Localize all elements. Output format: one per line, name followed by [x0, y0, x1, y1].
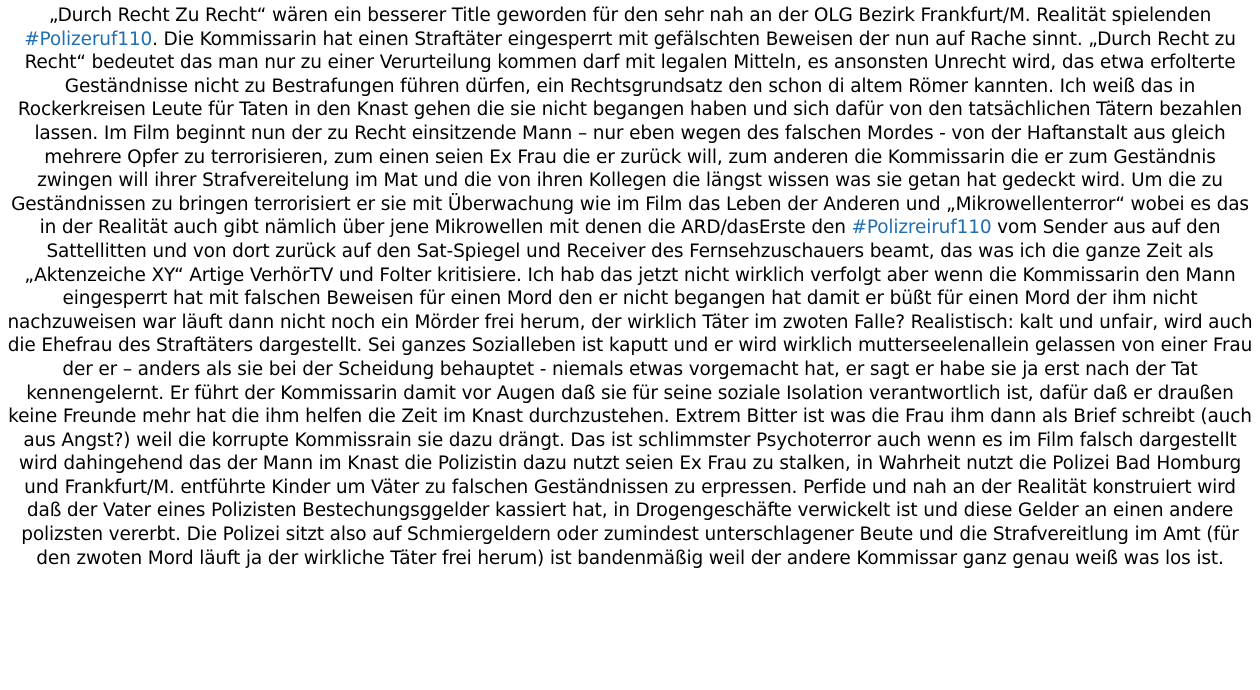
- hashtag-link-polizreiruf110[interactable]: #Polizreiruf110: [851, 217, 992, 239]
- text-segment-3: vom Sender aus auf den Sattellitten und von dort zurück auf den Sat-Spiegel und Receiver des Fernsehzuschauers beamt, das was ich die ganze Zeit als „Aktenzeiche XY“ Artige VerhörTV und Folter kritisiere. Ich hab das jetzt nicht wirklich verfolgt aber wenn die Kommissarin den Mann eingesperrt hat mit falschen Beweisen für einen Mord den er nicht begangen hat damit er büßt für einen Mord der ihm nicht nachzuweisen war läuft dann nicht noch ein Mörder frei herum, der wirklich Täter im zwoten Falle? Realistisch: kalt und unfair, wird auch die Ehefrau des Straftäters dargestellt. Sei ganzes Sozialleben ist kaputt und er wird wirklich mutterseelenallein gelassen von einer Frau der er – anders als sie bei der Scheidung behauptet - niemals etwas vorgemacht hat, er sagt er habe sie ja erst nach der Tat kennengelernt. Er führt der Kommissarin damit vor Augen daß sie für seine soziale Isolation verantwortlich ist, dafür daß er draußen keine Freunde mehr hat die ihm helfen die Zeit im Knast durchzustehen. Extrem Bitter ist was die Frau ihm dann als Brief schreibt (auch aus Angst?) weil die korrupte Kommissrain sie dazu drängt. Das ist schlimmster Psychoterror auch wenn es im Film falsch dargestellt wird dahingehend das der Mann im Knast die Polizistin dazu nutzt seien Ex Frau zu stalken, in Wahrheit nutzt die Polizei Bad Homburg und Frankfurt/M. entführte Kinder um Väter zu falschen Geständnissen zu erpressen. Perfide und nah an der Realität konstruiert wird daß der Vater eines Polizisten Bestechungsggelder kassiert hat, in Drogengeschäfte verwickelt ist und diese Gelder an einen andere polizsten vererbt. Die Polizei sitzt also auf Schmiergeldern oder zumindest unterschlagener Beute und die Strafvereitlung im Amt (für den zwoten Mord läuft ja der wirkliche Täter frei herum) ist bandenmäßig weil der andere Kommissar ganz genau weiß was los ist.: [7, 217, 1253, 569]
- text-segment-2: . Die Kommissarin hat einen Straftäter eingesperrt mit gefälschten Beweisen der nun auf Rache sinnt. „Durch Recht zu Recht“ bedeutet das man nur zu einer Verurteilung kommen darf mit legalen Mitteln, es ansonsten Unrecht wird, das etwa erfolterte Geständnisse nicht zu Bestrafungen führen dürfen, ein Rechtsgrundsatz den schon di altem Römer kannten. Ich weiß das in Rockerkreisen Leute für Taten in den Knast gehen die sie nicht begangen haben und sich dafür von den tatsächlichen Tätern bezahlen lassen. Im Film beginnt nun der zu Recht einsitzende Mann – nur eben wegen des falschen Mordes - von der Haftanstalt aus gleich mehrere Opfer zu terrorisieren, zum einen seien Ex Frau die er zurück will, zum anderen die Kommissarin die er zum Geständnis zwingen will ihrer Strafvereitelung im Mat und die von ihren Kollegen die längst wissen was sie getan hat gedeckt wird. Um die zu Geständnissen zu bringen terrorisiert er sie mit Überwachung wie im Film das Leben der Anderen und „Mikrowellenterror“ wobei es das in der Realität auch gibt nämlich über jene Mikrowellen mit denen die ARD/dasErste den: [11, 28, 1249, 239]
- text-segment-1: „Durch Recht Zu Recht“ wären ein besserer Title geworden für den sehr nah an der OLG Bezirk Frankfurt/M. Realität spielenden: [48, 5, 1212, 26]
- hashtag-link-polizeruf110[interactable]: #Polizeruf110: [24, 28, 153, 50]
- body-paragraph: [6, 4, 1254, 570]
